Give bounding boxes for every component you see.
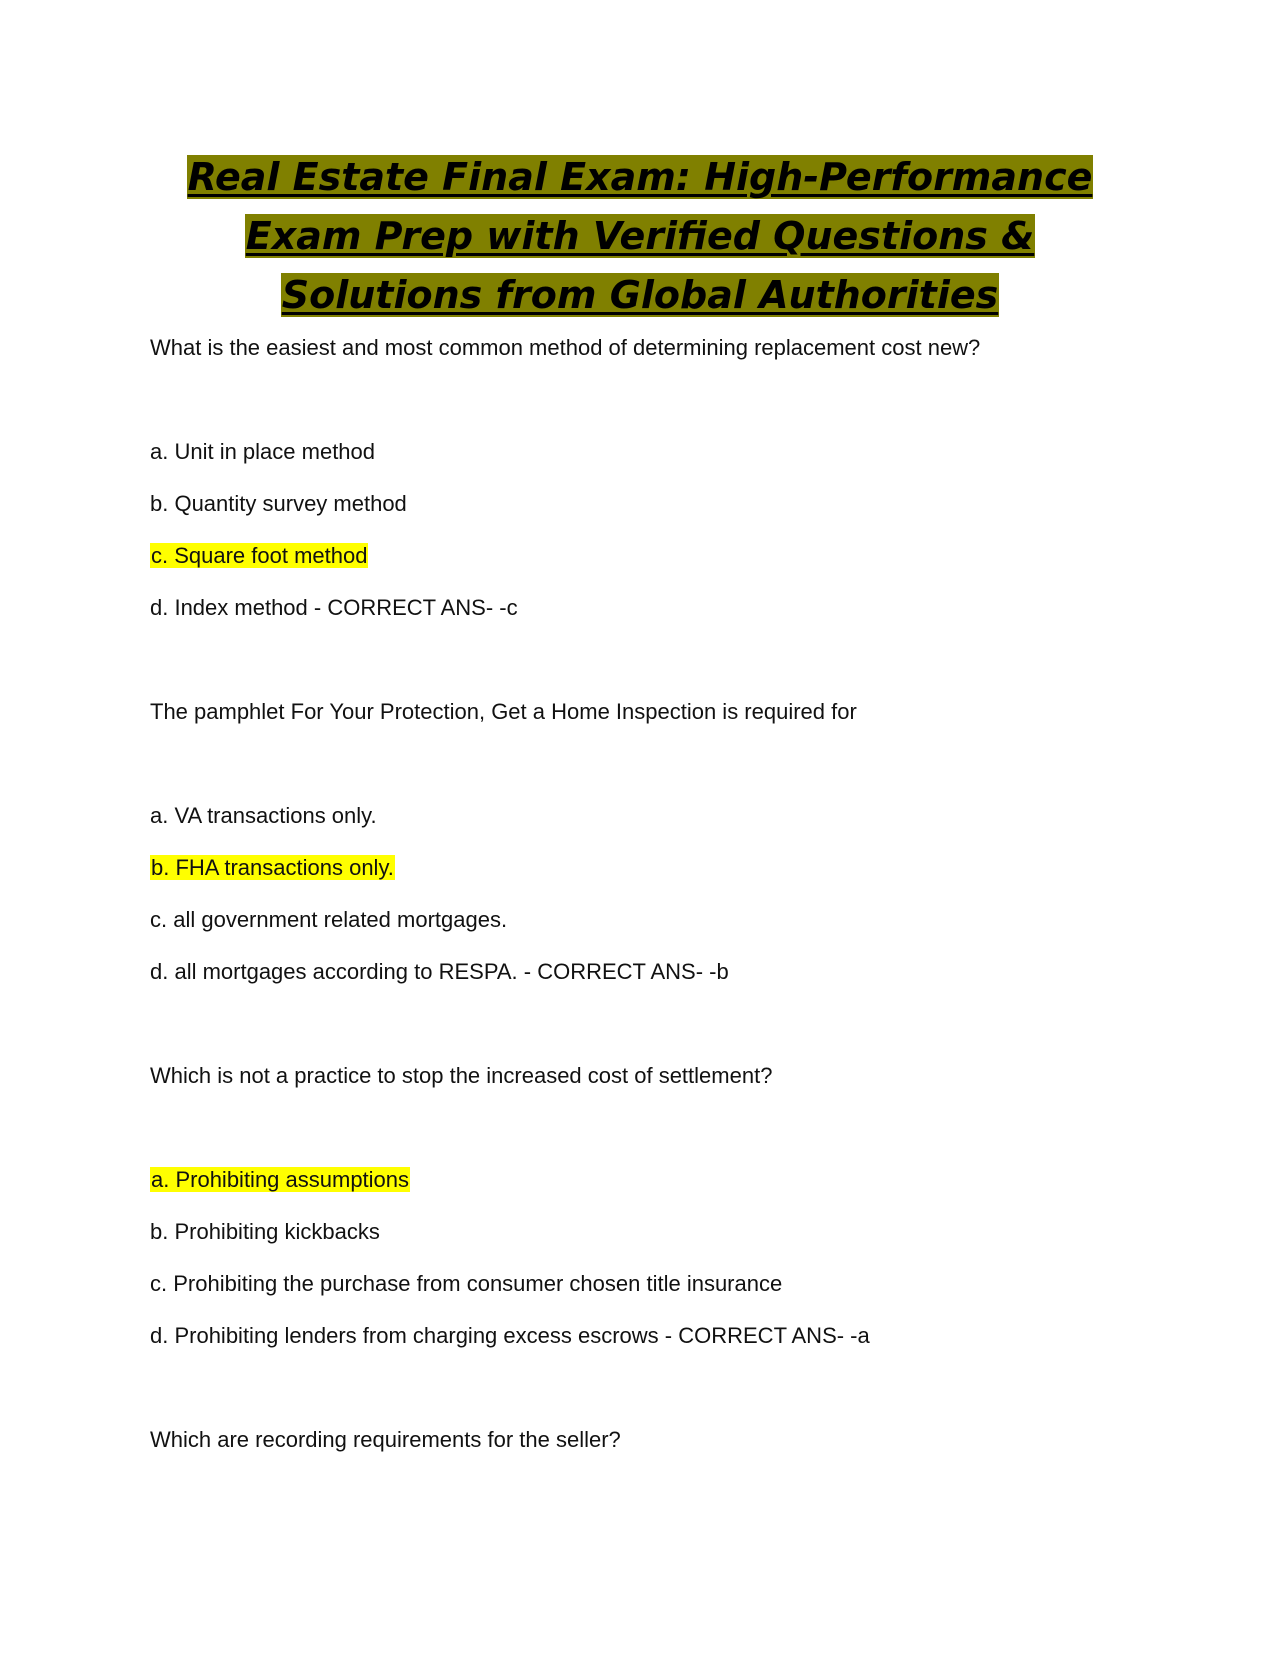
option-text: c. Prohibiting the purchase from consumer chosen title insurance [150, 1271, 783, 1296]
question-2-option-b [150, 854, 1150, 906]
option-text: d. Prohibiting lenders from charging excess escrows - CORRECT ANS- -a [150, 1323, 870, 1348]
correct-option-highlight: c. Square foot method [151, 543, 368, 568]
correct-option-highlight: b. FHA transactions only. [151, 855, 394, 880]
question-2-option-a [150, 802, 1150, 854]
question-1-option-d [150, 594, 1150, 698]
question-2-option-d [150, 958, 1150, 1062]
question-3-option-b [150, 1218, 1150, 1270]
question-text: What is the easiest and most common method of determining replacement cost new? [150, 335, 981, 360]
correct-option-highlight: a. Prohibiting assumptions [151, 1167, 410, 1192]
document-title [140, 148, 1140, 325]
question-3-option-c [150, 1270, 1150, 1322]
question-3-option-a [150, 1166, 1150, 1218]
question-1-option-b [150, 490, 1150, 542]
question-2 [150, 698, 1150, 802]
option-text: a. VA transactions only. [150, 803, 377, 828]
question-text: Which are recording requirements for the seller? [150, 1427, 621, 1452]
document-body [150, 334, 1150, 1478]
question-4 [150, 1426, 1150, 1478]
question-1-option-a [150, 438, 1150, 490]
option-text: c. all government related mortgages. [150, 907, 508, 932]
option-text: b. Prohibiting kickbacks [150, 1219, 380, 1244]
question-text: Which is not a practice to stop the increased cost of settlement? [150, 1063, 773, 1088]
question-3-option-d [150, 1322, 1150, 1426]
question-1-option-c [150, 542, 1150, 594]
option-text: d. Index method - CORRECT ANS- -c [150, 595, 518, 620]
question-text: The pamphlet For Your Protection, Get a Home Inspection is required for [150, 699, 857, 724]
option-text: b. Quantity survey method [150, 491, 407, 516]
question-1 [150, 334, 1150, 438]
option-text: d. all mortgages according to RESPA. - CORRECT ANS- -b [150, 959, 729, 984]
option-text: a. Unit in place method [150, 439, 376, 464]
question-2-option-c [150, 906, 1150, 958]
question-3 [150, 1062, 1150, 1166]
document-title-text: Real Estate Final Exam: High-Performance Exam Prep with Verified Questions & Solutions from Global Authorities [187, 155, 1093, 317]
